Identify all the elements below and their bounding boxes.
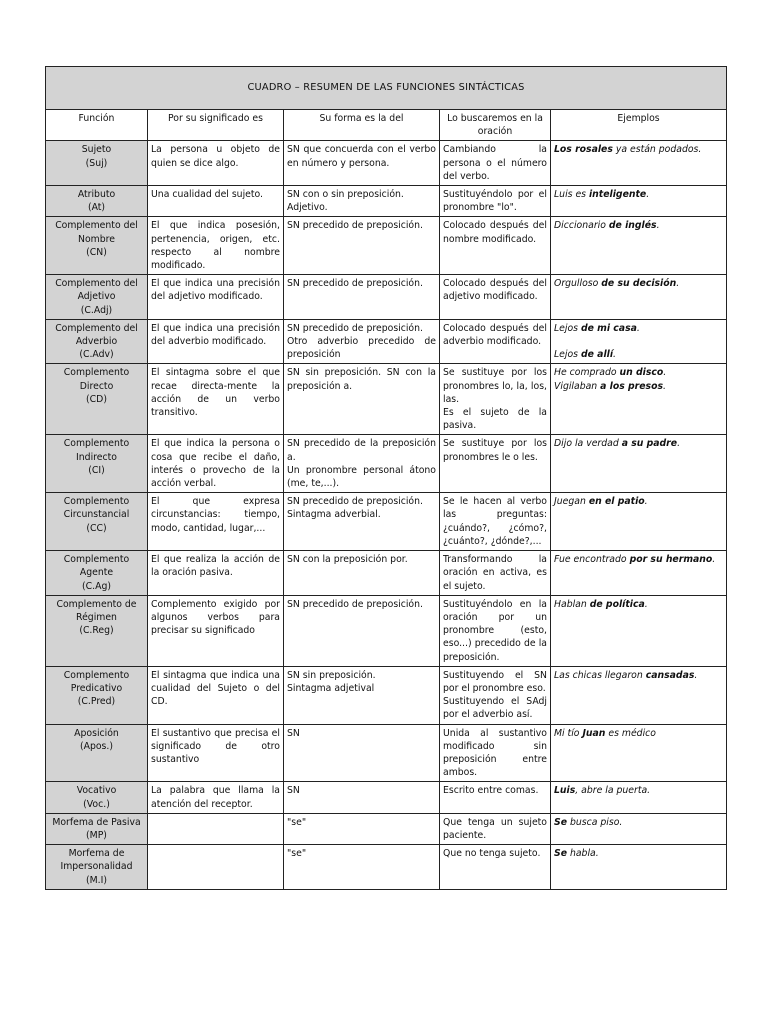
- search-cell: [440, 724, 551, 782]
- search-cell: [440, 782, 551, 813]
- table-row: [46, 845, 727, 890]
- meaning-cell: La palabra que llama la atención del receptor.: [148, 782, 284, 813]
- function-name: Complemento de Régimen: [56, 598, 137, 623]
- example-keyword: por su hermano: [629, 554, 713, 566]
- example-keyword: Se: [554, 848, 568, 860]
- form-cell: [284, 364, 440, 435]
- example-text: es médico: [605, 727, 656, 739]
- table-row: [46, 666, 727, 724]
- form-line: Un pronombre personal átono (me, te,...).: [287, 464, 436, 490]
- form-cell: [284, 141, 440, 186]
- example-line: [554, 366, 723, 379]
- column-header-significado: Por su significado es: [148, 110, 284, 141]
- table-row: [46, 724, 727, 782]
- example-line: [554, 380, 723, 393]
- example-keyword: de allí: [580, 349, 614, 361]
- form-cell: [284, 845, 440, 890]
- function-cell: [46, 724, 148, 782]
- function-name: Morfema de Pasiva: [52, 816, 141, 828]
- search-line: Colocado después del nombre modificado.: [443, 220, 547, 245]
- example-cell: [551, 666, 727, 724]
- function-cell: [46, 435, 148, 493]
- header-row: [46, 110, 727, 141]
- meaning-cell: La persona u objeto de quien se dice algo.: [148, 141, 284, 186]
- form-line: SN con la preposición por.: [287, 554, 408, 566]
- search-line: Se sustituye por los pronombres le o les.: [443, 438, 547, 463]
- column-header-ejemplos: Ejemplos: [551, 110, 727, 141]
- search-cell: [440, 595, 551, 666]
- function-abbreviation: (Voc.): [83, 798, 110, 810]
- example-cell: [551, 435, 727, 493]
- example-line: [554, 348, 723, 361]
- search-cell: [440, 186, 551, 217]
- example-keyword: Se: [554, 816, 568, 828]
- meaning-cell: [148, 845, 284, 890]
- search-line: Cambiando la persona o el número del verbo.: [443, 144, 547, 182]
- example-text: .: [644, 496, 648, 508]
- table-row: [46, 141, 727, 186]
- meaning-cell: El que indica una precisión del adjetivo modificado.: [148, 275, 284, 320]
- search-line: Sustituyéndolo en la oración por un pronombre (esto, eso...) precedido de la preposición.: [443, 598, 547, 663]
- function-cell: [46, 186, 148, 217]
- example-line: [554, 495, 723, 508]
- meaning-cell: El que expresa circunstancias: tiempo, modo, cantidad, lugar,...: [148, 493, 284, 551]
- form-line: "se": [287, 848, 307, 860]
- function-cell: [46, 319, 148, 364]
- table-row: [46, 364, 727, 435]
- form-line: SN precedido de la preposición a.: [287, 438, 436, 463]
- example-keyword: inteligente: [588, 189, 647, 201]
- example-keyword: a su padre: [621, 438, 678, 450]
- function-name: Complemento Agente: [63, 554, 130, 579]
- example-text: .: [663, 380, 666, 392]
- form-cell: [284, 595, 440, 666]
- search-line: Que no tenga sujeto.: [443, 848, 541, 860]
- form-line: Adjetivo.: [287, 202, 328, 214]
- example-text: Hablan: [554, 598, 590, 610]
- example-text: Lejos: [554, 349, 581, 361]
- example-text: .: [644, 598, 648, 610]
- search-cell: [440, 217, 551, 275]
- form-line: SN precedido de preposición.: [287, 496, 423, 508]
- example-text: Fue encontrado: [554, 554, 630, 566]
- function-name: Vocativo: [76, 785, 117, 797]
- example-text: .: [676, 278, 680, 290]
- example-keyword: Los rosales: [554, 144, 613, 156]
- example-text: Vigilaban: [554, 380, 601, 392]
- function-cell: [46, 493, 148, 551]
- search-cell: [440, 493, 551, 551]
- search-line: Sustituyendo el SAdj por el adverbio así.: [443, 696, 547, 721]
- function-abbreviation: (C.Ag): [82, 580, 111, 592]
- table-row: [46, 319, 727, 364]
- form-cell: [284, 493, 440, 551]
- meaning-cell: El sintagma que indica una cualidad del Sujeto o del CD.: [148, 666, 284, 724]
- search-line: Escrito entre comas.: [443, 785, 539, 797]
- function-cell: [46, 364, 148, 435]
- search-line: Sustituyéndolo por el pronombre "lo".: [443, 189, 547, 214]
- column-header-forma: Su forma es la del: [284, 110, 440, 141]
- form-line: SN sin preposición. SN con la preposición a.: [287, 367, 436, 392]
- function-name: Complemento Indirecto: [63, 438, 130, 463]
- example-line: [554, 277, 723, 290]
- example-cell: [551, 364, 727, 435]
- form-line: SN precedido de preposición.: [287, 220, 423, 232]
- example-keyword: en el patio: [588, 496, 645, 508]
- search-cell: [440, 435, 551, 493]
- example-text: He comprado: [554, 367, 620, 379]
- example-text: Orgulloso: [554, 278, 602, 290]
- form-cell: [284, 275, 440, 320]
- meaning-cell: El que indica posesión, pertenencia, origen, etc. respecto al nombre modificado.: [148, 217, 284, 275]
- table-row: [46, 782, 727, 813]
- form-line: SN sin preposición.: [287, 669, 376, 681]
- function-name: Aposición: [74, 727, 119, 739]
- example-cell: [551, 141, 727, 186]
- example-keyword: de política: [589, 598, 645, 610]
- example-line: [554, 847, 723, 860]
- form-line: SN que concuerda con el verbo en número y persona.: [287, 144, 436, 169]
- function-abbreviation: (Suj): [85, 157, 108, 169]
- search-line: Transformando la oración en activa, es el sujeto.: [443, 554, 547, 592]
- search-line: Colocado después del adjetivo modificado.: [443, 278, 547, 303]
- meaning-cell: El sustantivo que precisa el significado de otro sustantivo: [148, 724, 284, 782]
- function-abbreviation: (C.Adj): [80, 304, 113, 316]
- meaning-cell: Una cualidad del sujeto.: [148, 186, 284, 217]
- form-cell: [284, 666, 440, 724]
- search-cell: [440, 319, 551, 364]
- example-text: .: [646, 189, 650, 201]
- example-line: [554, 188, 723, 201]
- meaning-cell: El que indica una precisión del adverbio modificado.: [148, 319, 284, 364]
- search-cell: [440, 551, 551, 596]
- example-keyword: a los presos: [600, 380, 664, 392]
- function-name: Sujeto: [81, 144, 112, 156]
- example-cell: [551, 493, 727, 551]
- example-text: Diccionario: [554, 220, 609, 232]
- example-text: Luis es: [554, 189, 589, 201]
- function-name: Complemento Circunstancial: [63, 496, 130, 521]
- summary-sheet: [45, 66, 726, 890]
- search-cell: [440, 275, 551, 320]
- example-keyword: de mi casa: [580, 322, 637, 334]
- example-line: [554, 219, 723, 232]
- form-cell: [284, 319, 440, 364]
- syntactic-functions-table: [45, 66, 727, 890]
- search-cell: [440, 813, 551, 844]
- table-row: [46, 275, 727, 320]
- example-line: [554, 727, 723, 740]
- function-abbreviation: (CN): [86, 246, 107, 258]
- example-cell: [551, 217, 727, 275]
- example-cell: [551, 595, 727, 666]
- example-cell: [551, 551, 727, 596]
- column-header-buscar: Lo buscaremos en la oración: [440, 110, 551, 141]
- example-keyword: de inglés: [608, 220, 657, 232]
- form-line: SN: [287, 727, 300, 739]
- form-cell: [284, 435, 440, 493]
- table-row: [46, 435, 727, 493]
- function-abbreviation: (C.Adv): [79, 349, 114, 361]
- example-text: .: [613, 349, 616, 361]
- table-row: [46, 551, 727, 596]
- table-row: [46, 813, 727, 844]
- meaning-cell: El que indica la persona o cosa que recibe el daño, interés o provecho de la acción verbal.: [148, 435, 284, 493]
- search-line: Es el sujeto de la pasiva.: [443, 407, 547, 432]
- form-cell: [284, 724, 440, 782]
- example-text: .: [712, 554, 716, 566]
- example-line: [554, 669, 723, 682]
- example-cell: [551, 724, 727, 782]
- search-line: Se sustituye por los pronombres lo, la, los, las.: [443, 367, 547, 405]
- form-line: SN precedido de preposición.: [287, 278, 423, 290]
- example-text: .: [656, 220, 660, 232]
- example-text: Mi tío: [554, 727, 583, 739]
- search-line: Se le hacen al verbo las preguntas: ¿cuándo?, ¿cómo?, ¿cuánto?, ¿dónde?,...: [443, 496, 547, 547]
- search-cell: [440, 364, 551, 435]
- example-text: .: [636, 322, 640, 334]
- meaning-cell: Complemento exigido por algunos verbos para precisar su significado: [148, 595, 284, 666]
- example-text: Lejos: [554, 322, 581, 334]
- function-name: Complemento Directo: [63, 367, 130, 392]
- function-abbreviation: (CD): [86, 393, 107, 405]
- table-title: CUADRO – RESUMEN DE LAS FUNCIONES SINTÁCTICAS: [46, 67, 727, 110]
- form-line: Sintagma adjetival: [287, 682, 375, 694]
- column-header-funcion: Función: [46, 110, 148, 141]
- example-cell: [551, 319, 727, 364]
- example-text: .: [694, 669, 698, 681]
- meaning-cell: El sintagma sobre el que recae directa-mente la acción de un verbo transitivo.: [148, 364, 284, 435]
- form-cell: [284, 186, 440, 217]
- form-line: "se": [287, 816, 307, 828]
- example-line: [554, 553, 723, 566]
- function-abbreviation: (C.Pred): [77, 696, 116, 708]
- form-line: SN precedido de preposición.: [287, 322, 423, 334]
- function-cell: [46, 595, 148, 666]
- function-abbreviation: (CI): [88, 464, 105, 476]
- example-cell: [551, 782, 727, 813]
- function-name: Complemento del Nombre: [55, 220, 138, 245]
- form-line: Otro adverbio precedido de preposición: [287, 336, 436, 361]
- function-name: Complemento del Adjetivo: [55, 278, 138, 303]
- table-body: [46, 141, 727, 889]
- example-line: [554, 143, 723, 156]
- function-name: Atributo: [77, 189, 116, 201]
- search-line: Unida al sustantivo modificado sin preposición entre ambos.: [443, 727, 547, 779]
- example-text: Dijo la verdad: [554, 438, 622, 450]
- example-line: [554, 598, 723, 611]
- form-line: Sintagma adverbial.: [287, 509, 381, 521]
- example-text: Juegan: [554, 496, 589, 508]
- example-line: [554, 816, 723, 829]
- function-cell: [46, 782, 148, 813]
- form-cell: [284, 782, 440, 813]
- function-name: Complemento Predicativo: [63, 669, 130, 694]
- function-cell: [46, 666, 148, 724]
- function-abbreviation: (C.Reg): [79, 625, 114, 637]
- example-text: habla.: [567, 848, 599, 860]
- example-cell: [551, 186, 727, 217]
- function-cell: [46, 275, 148, 320]
- form-line: SN: [287, 785, 300, 797]
- function-cell: [46, 551, 148, 596]
- function-abbreviation: (M.I): [86, 874, 107, 886]
- function-cell: [46, 217, 148, 275]
- meaning-cell: [148, 813, 284, 844]
- example-keyword: cansadas: [645, 669, 695, 681]
- example-keyword: Juan: [582, 727, 606, 739]
- table-row: [46, 595, 727, 666]
- function-name: Morfema de Impersonalidad: [60, 848, 133, 873]
- example-text: busca piso.: [567, 816, 623, 828]
- function-abbreviation: (Apos.): [79, 740, 113, 752]
- function-abbreviation: (CC): [86, 522, 107, 534]
- example-keyword: de su decisión: [601, 278, 677, 290]
- function-abbreviation: (At): [87, 202, 106, 214]
- search-line: Colocado después del adverbio modificado.: [443, 322, 547, 348]
- function-cell: [46, 813, 148, 844]
- example-cell: [551, 275, 727, 320]
- example-line: [554, 322, 723, 335]
- function-cell: [46, 141, 148, 186]
- function-name: Complemento del Adverbio: [55, 322, 138, 348]
- table-row: [46, 186, 727, 217]
- table-row: [46, 217, 727, 275]
- form-line: SN precedido de preposición.: [287, 598, 423, 610]
- search-cell: [440, 141, 551, 186]
- example-keyword: un disco: [619, 367, 664, 379]
- function-cell: [46, 845, 148, 890]
- example-cell: [551, 845, 727, 890]
- search-line: Sustituyendo el SN por el pronombre eso.: [443, 669, 547, 694]
- search-cell: [440, 845, 551, 890]
- search-cell: [440, 666, 551, 724]
- form-cell: [284, 217, 440, 275]
- example-line: [554, 784, 723, 797]
- example-keyword: Luis: [554, 785, 576, 797]
- example-line: [554, 437, 723, 450]
- meaning-cell: El que realiza la acción de la oración pasiva.: [148, 551, 284, 596]
- example-text: ya están podados.: [612, 144, 702, 156]
- table-row: [46, 493, 727, 551]
- example-text: .: [677, 438, 681, 450]
- form-cell: [284, 813, 440, 844]
- example-text: , abre la puerta.: [575, 785, 651, 797]
- example-text: .: [663, 367, 667, 379]
- example-cell: [551, 813, 727, 844]
- search-line: Que tenga un sujeto paciente.: [443, 816, 547, 841]
- form-cell: [284, 551, 440, 596]
- example-text: Las chicas llegaron: [554, 669, 646, 681]
- form-line: SN con o sin preposición.: [287, 189, 404, 201]
- function-abbreviation: (MP): [86, 829, 107, 841]
